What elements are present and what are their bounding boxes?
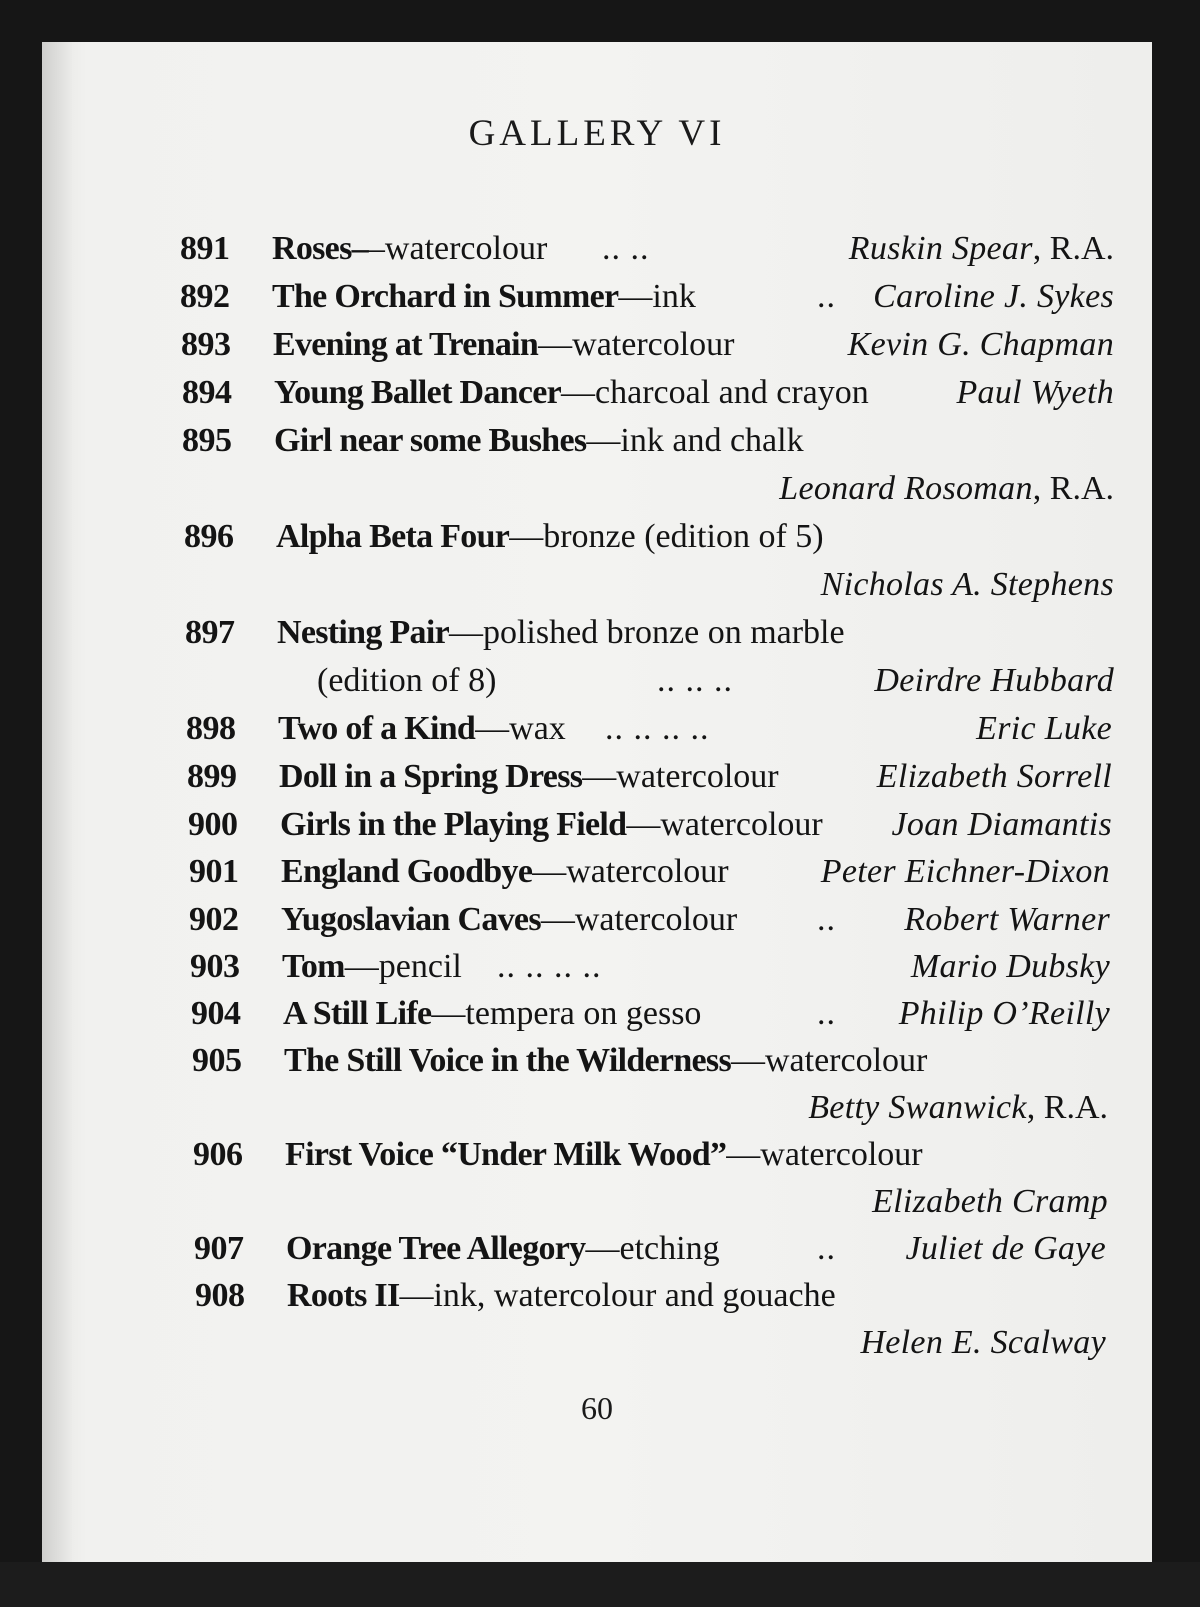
artwork-title: Roots II	[287, 1277, 400, 1314]
catalogue-line	[185, 657, 1114, 705]
artwork-title: Two of a Kind	[278, 710, 476, 747]
artist-name-text: Kevin G. Chapman	[847, 326, 1114, 363]
artist-name-text: Elizabeth Cramp	[872, 1183, 1108, 1220]
catalogue-number: 893	[181, 326, 231, 363]
catalogue-number: 892	[180, 278, 230, 315]
dot-leader: ..	[817, 1230, 836, 1267]
catalogue-line	[189, 896, 1110, 944]
catalogue-number: 903	[190, 948, 240, 985]
dot-leader: ..	[817, 995, 836, 1032]
catalogue-line	[182, 465, 1114, 513]
dot-leader: .. ..	[602, 230, 650, 267]
artist-name-text: Robert Warner	[904, 901, 1110, 938]
artist-name-text: Betty Swanwick	[808, 1089, 1027, 1126]
artist-name	[874, 657, 1114, 705]
artist-name	[849, 225, 1114, 273]
artist-name-text: Nicholas A. Stephens	[820, 566, 1114, 603]
artwork-title: The Still Voice in the Wilderness	[284, 1042, 731, 1079]
artwork-medium: —bronze (edition of 5)	[509, 518, 824, 555]
artist-name-text: Eric Luke	[976, 710, 1112, 747]
artwork-medium: —watercolour	[538, 326, 735, 363]
artwork-title: Doll in a Spring Dress	[279, 758, 583, 795]
artist-name-text: Peter Eichner-Dixon	[820, 853, 1110, 890]
catalogue-line	[195, 1272, 1106, 1320]
artwork-title-medium	[274, 369, 869, 417]
artwork-title-medium	[282, 943, 462, 991]
catalogue-line	[189, 848, 1110, 896]
artwork-title-medium	[280, 801, 823, 849]
catalogue-number: 902	[189, 901, 239, 938]
artwork-title-medium	[277, 609, 845, 657]
artist-name	[976, 705, 1112, 753]
artwork-title: Tom	[282, 948, 345, 985]
artist-name	[904, 896, 1110, 944]
artwork-medium: —watercolour	[532, 853, 729, 890]
artwork-title-medium	[278, 705, 566, 753]
artist-name-text: Philip O’Reilly	[898, 995, 1110, 1032]
artwork-medium: —pencil	[344, 948, 462, 985]
artwork-title: Nesting Pair	[277, 614, 449, 651]
artist-name	[956, 369, 1114, 417]
artist-name	[899, 990, 1110, 1038]
artwork-title-medium	[281, 896, 737, 944]
artwork-title-medium	[285, 1131, 923, 1179]
artist-name	[905, 1225, 1106, 1273]
artist-name	[877, 753, 1112, 801]
catalogue-number: 899	[187, 758, 237, 795]
catalogue-number: 908	[195, 1277, 245, 1314]
artwork-title-medium	[286, 1225, 720, 1273]
artwork-title: Girl near some Bushes	[274, 422, 587, 459]
artist-name-text: Mario Dubsky	[910, 948, 1110, 985]
artwork-title: Roses–	[272, 230, 368, 267]
catalogue-line	[180, 273, 1114, 321]
artwork-medium: —watercolour	[731, 1042, 928, 1079]
catalogue-line	[184, 513, 1114, 561]
artist-name	[821, 561, 1114, 609]
artist-name	[848, 321, 1114, 369]
artwork-medium: —wax	[475, 710, 566, 747]
artwork-title: Yugoslavian Caves	[281, 901, 541, 938]
artist-name	[873, 273, 1114, 321]
catalogue-line	[181, 321, 1114, 369]
artist-name-text: Elizabeth Sorrell	[876, 758, 1112, 795]
artist-name	[860, 1319, 1106, 1367]
artist-name-text: Deirdre Hubbard	[874, 662, 1114, 699]
artist-name-text: Ruskin Spear	[848, 230, 1033, 267]
artwork-medium: —polished bronze on marble	[448, 614, 845, 651]
artwork-medium: —watercolour	[540, 901, 738, 938]
artist-name-text: Caroline J. Sykes	[873, 278, 1114, 315]
dot-leader: ..	[817, 278, 836, 315]
catalogue-line	[193, 1131, 1108, 1179]
catalogue-number: 906	[193, 1136, 243, 1173]
artwork-medium: —tempera on gesso	[431, 995, 702, 1032]
artwork-title-medium	[287, 1272, 836, 1320]
dot-leader: .. .. .. ..	[605, 710, 710, 747]
artwork-medium: —watercolour	[626, 806, 823, 843]
artist-name-text: Juliet de Gaye	[905, 1230, 1106, 1267]
artist-name	[808, 1084, 1108, 1132]
artwork-medium: —watercolour	[726, 1136, 923, 1173]
catalogue-number: 904	[191, 995, 241, 1032]
artist-name-text: Helen E. Scalway	[860, 1324, 1106, 1361]
artist-name	[779, 465, 1114, 513]
catalogue-line	[190, 943, 1110, 991]
catalogue-number: 895	[182, 422, 232, 459]
artwork-medium: —ink, watercolour and gouache	[399, 1277, 836, 1314]
artist-suffix: , R.A.	[1032, 470, 1114, 507]
dot-leader: ..	[817, 901, 836, 938]
dot-leader: .. .. .. ..	[497, 948, 602, 985]
catalogue-number: 891	[180, 230, 230, 267]
artwork-title-medium	[284, 1037, 927, 1085]
artwork-title-medium	[272, 273, 696, 321]
catalogue-line	[188, 801, 1112, 849]
dot-leader: .. .. ..	[657, 662, 733, 699]
gallery-heading: GALLERY VI	[468, 113, 726, 154]
catalogue-number: 896	[184, 518, 234, 555]
artist-name	[892, 801, 1112, 849]
page-edge	[42, 42, 72, 1562]
artwork-medium: –watercolour	[367, 230, 548, 267]
page-number: 60	[581, 1390, 613, 1426]
artwork-title: Girls in the Playing Field	[280, 806, 627, 843]
artwork-title: Young Ballet Dancer	[274, 374, 562, 411]
catalogue-line	[193, 1178, 1108, 1226]
artist-name-text: Leonard Rosoman	[779, 470, 1033, 507]
artwork-title-medium	[273, 321, 735, 369]
catalogue-line	[186, 705, 1112, 753]
artwork-title: The Orchard in Summer	[272, 278, 619, 315]
catalogue-number: 897	[185, 614, 235, 651]
artwork-medium: —ink and chalk	[586, 422, 804, 459]
catalogue-number: 894	[182, 374, 232, 411]
artist-name	[911, 943, 1110, 991]
catalogue-number: 898	[186, 710, 236, 747]
catalogue-line	[182, 369, 1114, 417]
artwork-title: Orange Tree Allegory	[286, 1230, 586, 1267]
artist-name	[821, 848, 1110, 896]
artwork-title-medium	[279, 753, 779, 801]
catalogue-number: 901	[189, 853, 239, 890]
artwork-title: First Voice “Under Milk Wood”	[285, 1136, 727, 1173]
artwork-medium: —charcoal and crayon	[561, 374, 869, 411]
artwork-title-medium	[283, 990, 701, 1038]
artist-suffix: , R.A.	[1026, 1089, 1108, 1126]
artwork-title-medium	[276, 513, 824, 561]
artwork-title: Evening at Trenain	[273, 326, 539, 363]
artwork-title-medium	[281, 848, 729, 896]
catalogue-line	[195, 1319, 1106, 1367]
catalogue-line	[187, 753, 1112, 801]
artwork-title: Alpha Beta Four	[276, 518, 510, 555]
artwork-title-medium	[272, 225, 547, 273]
artwork-title: England Goodbye	[281, 853, 533, 890]
artwork-medium: —ink	[618, 278, 696, 315]
catalogue-line	[182, 417, 1114, 465]
catalogue-line	[184, 561, 1114, 609]
artwork-continuation: (edition of 8)	[317, 662, 497, 699]
catalogue-line	[191, 990, 1110, 1038]
artwork-title: A Still Life	[283, 995, 432, 1032]
artist-name-text: Paul Wyeth	[956, 374, 1114, 411]
catalogue-page	[42, 42, 1152, 1562]
artist-name	[872, 1178, 1108, 1226]
catalogue-number: 907	[194, 1230, 244, 1267]
artist-name-text: Joan Diamantis	[891, 806, 1112, 843]
scan-background	[0, 1562, 1200, 1607]
artist-suffix: , R.A.	[1032, 230, 1114, 267]
catalogue-line	[185, 609, 1114, 657]
catalogue-line	[192, 1037, 1108, 1085]
artwork-medium: —etching	[585, 1230, 720, 1267]
artwork-title-medium	[274, 417, 804, 465]
artwork-medium: —watercolour	[582, 758, 779, 795]
catalogue-line	[194, 1225, 1106, 1273]
catalogue-number: 900	[188, 806, 238, 843]
catalogue-number: 905	[192, 1042, 242, 1079]
catalogue-line	[180, 225, 1114, 273]
catalogue-line	[192, 1084, 1108, 1132]
